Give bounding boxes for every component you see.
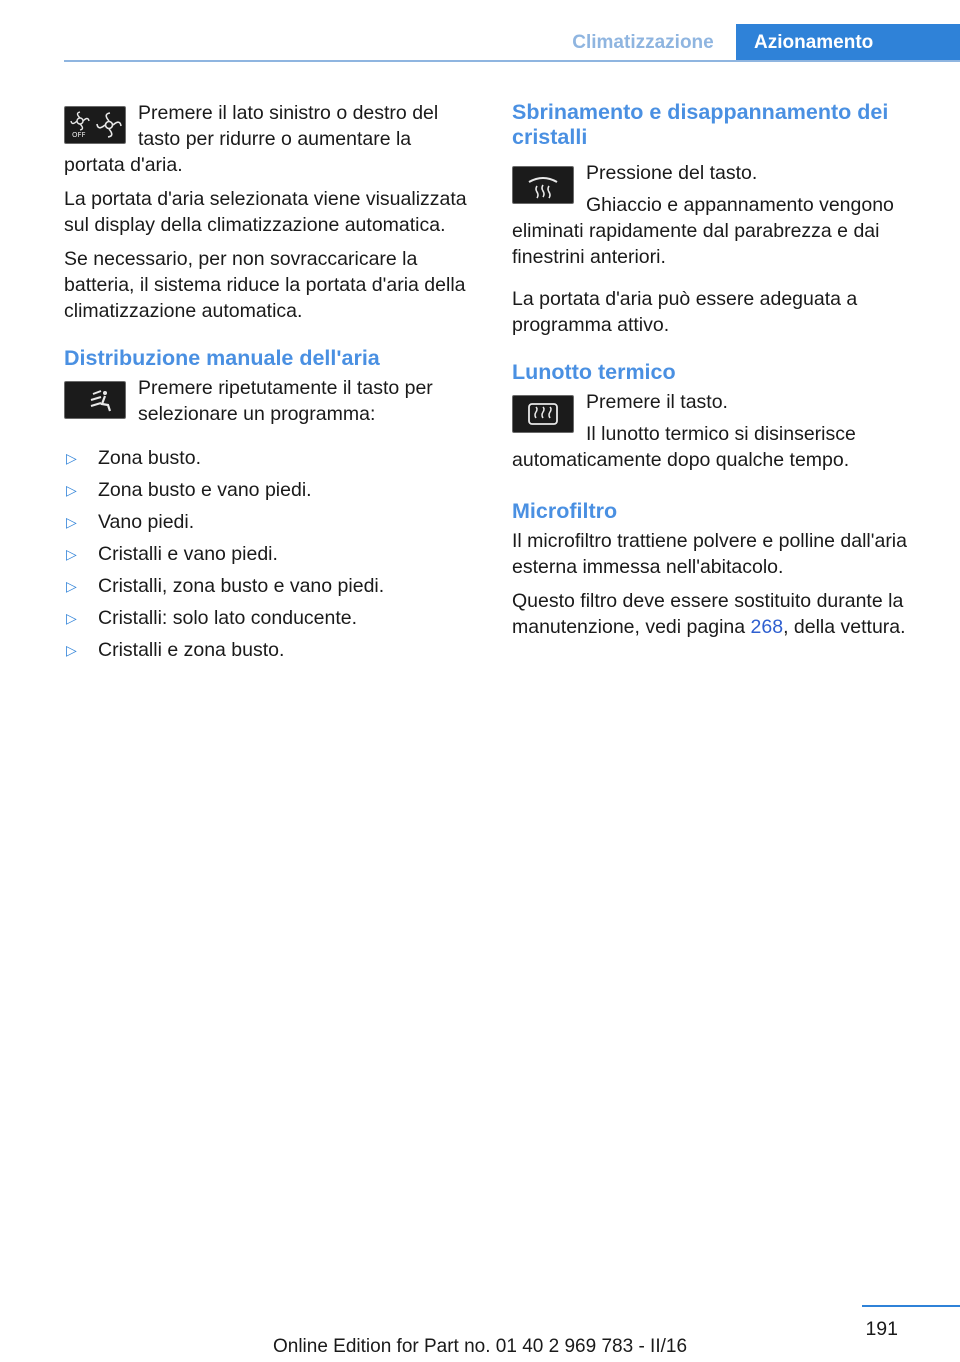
defrost-heading: Sbrinamento e disappannamento dei cristalli xyxy=(512,100,889,149)
airflow-battery-text: Se necessario, per non sovraccaricare la batteria, il sistema riduce la portata d'aria della climatizzazione automatica. xyxy=(64,248,466,322)
program-label: Cristalli: solo lato conducente. xyxy=(98,607,358,629)
program-list xyxy=(64,445,476,663)
airflow-block xyxy=(64,100,476,186)
airflow-display-text: La portata d'aria selezionata viene visualizzata sul display della climatizzazione automatica. xyxy=(64,188,467,236)
list-item xyxy=(64,573,476,599)
triangle-bullet-icon: ▷ xyxy=(66,482,77,498)
distribution-block xyxy=(64,375,476,435)
program-label: Cristalli, zona busto e vano piedi. xyxy=(98,575,385,597)
rear-window-defrost-button-icon xyxy=(512,395,574,433)
triangle-bullet-icon: ▷ xyxy=(66,514,77,530)
air-distribution-button-icon xyxy=(64,381,126,419)
header-rule xyxy=(64,60,960,62)
list-item xyxy=(64,541,476,567)
left-column xyxy=(64,100,476,669)
triangle-bullet-icon: ▷ xyxy=(66,450,77,466)
section-tab: Climatizzazione xyxy=(572,32,714,53)
list-item xyxy=(64,445,476,471)
defrost-press-text: Pressione del tasto. xyxy=(586,162,758,184)
triangle-bullet-icon: ▷ xyxy=(66,578,77,594)
microfilter-heading: Microfiltro xyxy=(512,499,618,523)
program-label: Zona busto e vano piedi. xyxy=(98,479,312,501)
page-number-rule xyxy=(862,1305,960,1307)
windshield-defrost-button-icon xyxy=(512,166,574,204)
program-label: Vano piedi. xyxy=(98,511,195,533)
list-item xyxy=(64,637,476,663)
program-label: Cristalli e vano piedi. xyxy=(98,543,278,565)
list-item xyxy=(64,509,476,535)
distribution-instruction: Premere ripetutamente il tasto per selezionare un programma: xyxy=(138,377,433,425)
page-number: 191 xyxy=(865,1318,898,1340)
program-label: Cristalli e zona busto. xyxy=(98,639,285,661)
service-text-before: Questo filtro deve essere sostituito durante la manutenzione, vedi pagina xyxy=(512,590,904,638)
triangle-bullet-icon: ▷ xyxy=(66,642,77,658)
svg-text:OFF: OFF xyxy=(72,131,86,139)
triangle-bullet-icon: ▷ xyxy=(66,610,77,626)
list-item xyxy=(64,477,476,503)
rear-window-heading: Lunotto termico xyxy=(512,360,676,384)
page-reference-link[interactable]: 268 xyxy=(750,616,784,638)
service-text-after: , della vettura. xyxy=(783,616,906,638)
microfilter-service-text xyxy=(512,588,932,640)
list-item xyxy=(64,605,476,631)
microfilter-description: Il microfiltro trattiene polvere e polline dall'aria esterna immessa nell'abitacolo. xyxy=(512,530,907,578)
triangle-bullet-icon: ▷ xyxy=(66,546,77,562)
right-column xyxy=(512,100,932,648)
rear-window-press-text: Premere il tasto. xyxy=(586,391,728,413)
defrost-description: Ghiaccio e appannamento vengono eliminati rapidamente dal parabrezza e dai finestrini anteriori. xyxy=(512,194,894,268)
defrost-block xyxy=(512,160,932,286)
program-label: Zona busto. xyxy=(98,447,201,469)
edition-footer: Online Edition for Part no. 01 40 2 969 783 - II/16 xyxy=(272,1336,688,1357)
rear-window-block xyxy=(512,389,932,499)
rear-window-description: Il lunotto termico si disinserisce automaticamente dopo qualche tempo. xyxy=(512,423,856,471)
chapter-tab: Azionamento xyxy=(736,24,960,62)
fan-button-icon xyxy=(64,106,126,144)
airflow-instruction: Premere il lato sinistro o destro del tasto per ridurre o aumentare la portata d'aria. xyxy=(64,102,439,176)
manual-distribution-heading: Distribuzione manuale dell'aria xyxy=(64,346,380,370)
defrost-airflow-text: La portata d'aria può essere adeguata a programma attivo. xyxy=(512,288,858,336)
